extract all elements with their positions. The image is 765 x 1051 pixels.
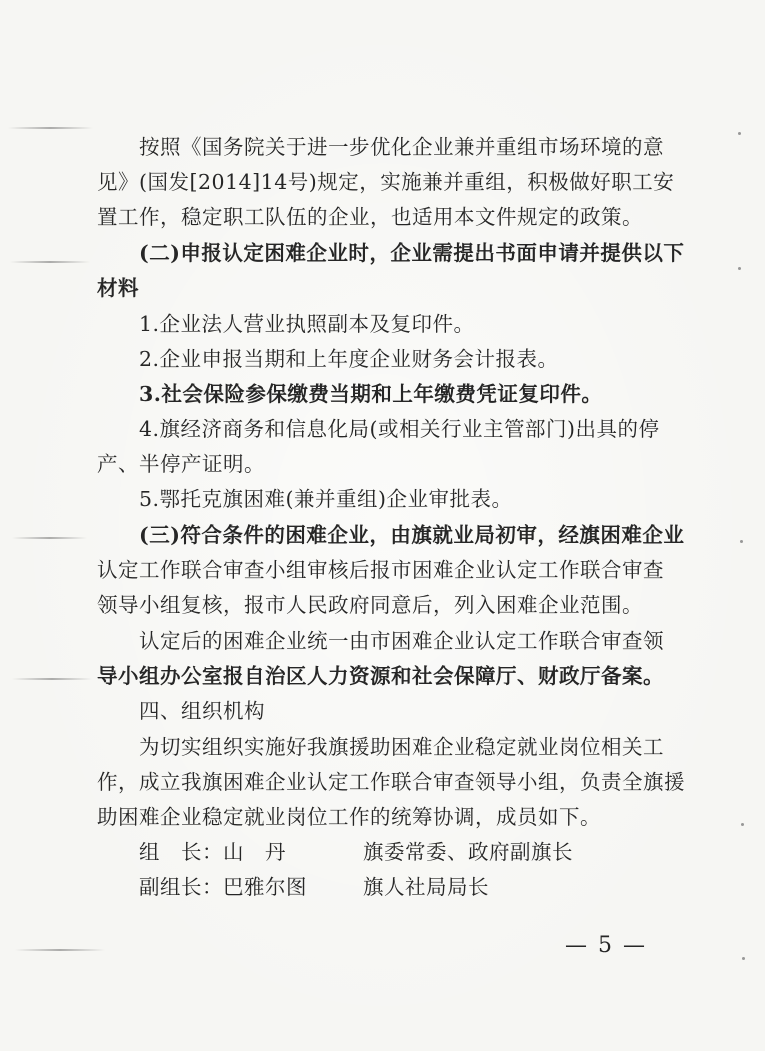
section-3-line-2: 认定工作联合审查小组审核后报市困难企业认定工作联合审查 — [97, 558, 664, 582]
page-number: — 5 — — [565, 933, 647, 958]
member-role-deputy: 副组长：巴雅尔图 — [139, 875, 307, 899]
section-4-heading: 四、组织机构 — [139, 699, 265, 723]
paragraph-1-line-3: 置工作，稳定职工队伍的企业，也适用本文件规定的政策。 — [97, 205, 643, 229]
scan-mark — [12, 678, 92, 680]
filing-paragraph-line-1: 认定后的困难企业统一由市困难企业认定工作联合审查领 — [139, 629, 664, 653]
material-item-3: 3.社会保险参保缴费当期和上年缴费凭证复印件。 — [139, 382, 603, 406]
paragraph-1-line-2: 见》(国发[2014]14号)规定，实施兼并重组，积极做好职工安 — [97, 170, 675, 194]
scan-mark — [10, 261, 90, 263]
paragraph-1-line-1: 按照《国务院关于进一步优化企业兼并重组市场环境的意 — [139, 135, 664, 159]
section-3-line-1: (三)符合条件的困难企业，由旗就业局初审，经旗困难企业 — [139, 523, 685, 547]
material-item-4-line-1: 4.旗经济商务和信息化局(或相关行业主管部门)出具的停 — [139, 417, 660, 441]
filing-paragraph-line-2: 导小组办公室报自治区人力资源和社会保障厅、财政厅备案。 — [97, 664, 664, 688]
material-item-2: 2.企业申报当期和上年度企业财务会计报表。 — [139, 347, 559, 371]
org-paragraph-line-1: 为切实组织实施好我旗援助困难企业稳定就业岗位相关工 — [139, 735, 664, 759]
member-title-deputy: 旗人社局局长 — [363, 875, 489, 899]
section-3-line-3: 领导小组复核，报市人民政府同意后，列入困难企业范围。 — [97, 593, 643, 617]
org-paragraph-line-3: 助困难企业稳定就业岗位工作的统筹协调，成员如下。 — [97, 805, 601, 829]
member-title-leader: 旗委常委、政府副旗长 — [363, 840, 573, 864]
scan-dot — [741, 823, 744, 826]
scan-mark — [15, 949, 105, 951]
material-item-1: 1.企业法人营业执照副本及复印件。 — [139, 312, 475, 336]
scan-mark — [12, 537, 87, 539]
scan-dot — [738, 267, 741, 270]
material-item-4-line-2: 产、半停产证明。 — [97, 452, 265, 476]
scan-dot — [742, 957, 745, 960]
member-role-leader: 组 长：山 丹 — [139, 840, 286, 864]
scan-dot — [740, 540, 743, 543]
org-paragraph-line-2: 作，成立我旗困难企业认定工作联合审查领导小组，负责全旗援 — [97, 770, 685, 794]
material-item-5: 5.鄂托克旗困难(兼并重组)企业审批表。 — [139, 487, 513, 511]
scan-dot — [738, 132, 741, 135]
section-2-heading-line-2: 材料 — [97, 276, 139, 300]
scan-mark — [8, 127, 93, 129]
section-2-heading-line-1: (二)申报认定困难企业时，企业需提出书面申请并提供以下 — [139, 241, 685, 265]
